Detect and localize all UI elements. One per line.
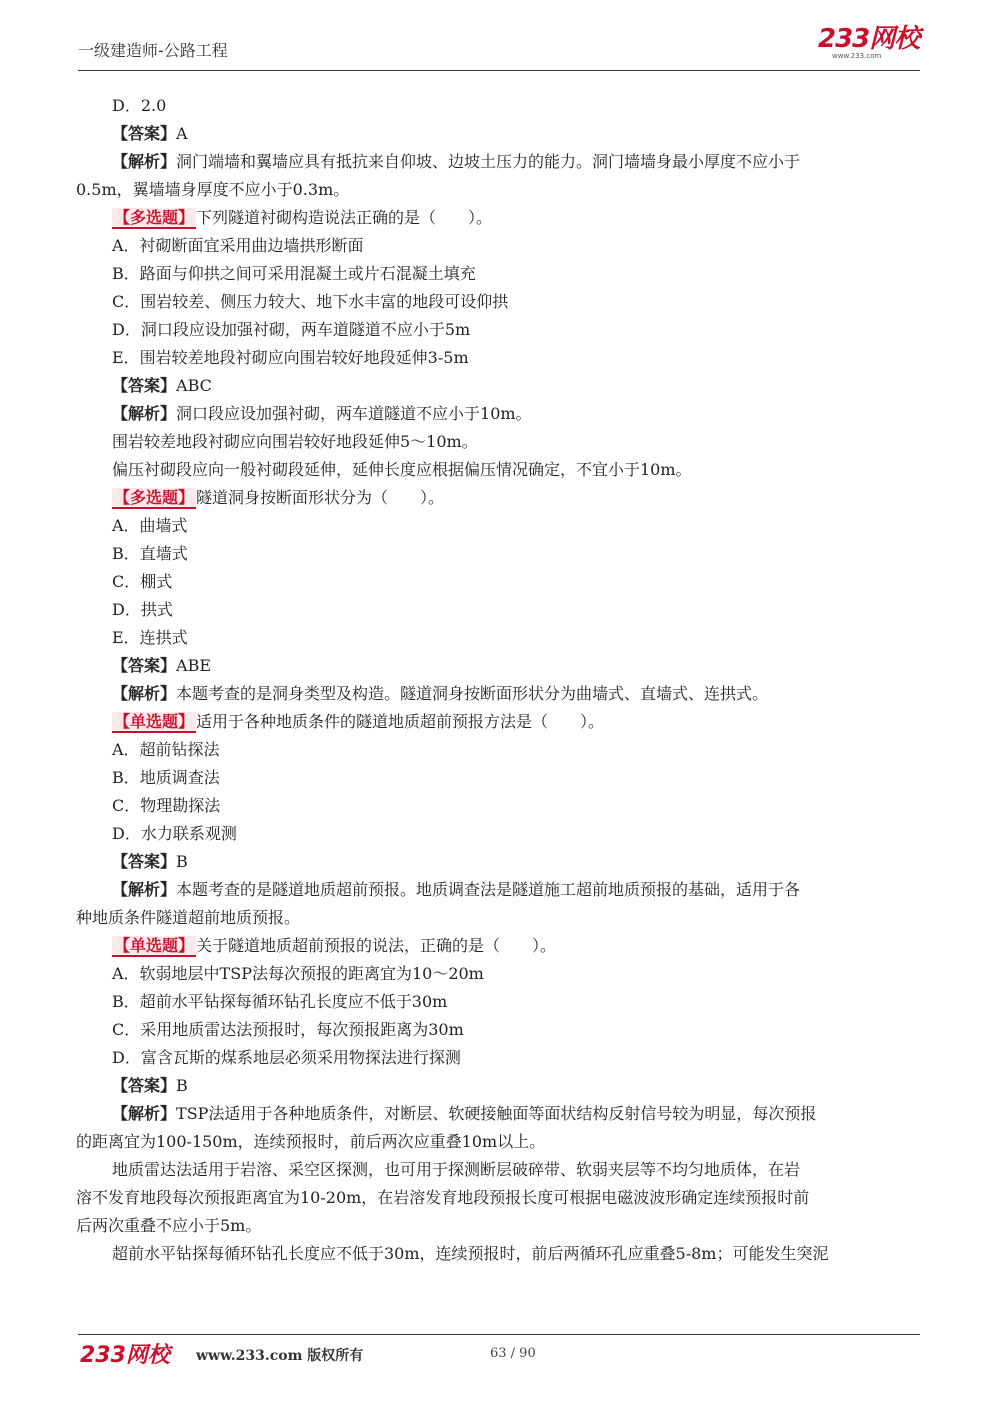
text-line xyxy=(76,904,926,932)
text-line xyxy=(76,876,926,904)
line-text: 洞口段应设加强衬砌，两车道隧道不应小于10m。 xyxy=(176,404,532,423)
line-text: B xyxy=(176,1076,188,1095)
text-line xyxy=(76,484,926,512)
line-label: 【答案】 xyxy=(112,376,177,395)
text-line xyxy=(76,764,926,792)
text-line xyxy=(76,680,926,708)
text-line xyxy=(76,1128,926,1156)
footer-logo: 233网校 xyxy=(80,1343,170,1368)
page-number: 63 / 90 xyxy=(490,1346,536,1361)
text-line xyxy=(76,624,926,652)
text-line xyxy=(76,792,926,820)
question-type-tag: 【多选题】 xyxy=(114,208,195,227)
text-line xyxy=(76,652,926,680)
line-text: A xyxy=(176,124,188,143)
text-line xyxy=(76,848,926,876)
line-text: 偏压衬砌段应向一般衬砌段延伸，延伸长度应根据偏压情况确定，不宜小于10m。 xyxy=(112,460,692,479)
text-line xyxy=(76,1184,926,1212)
line-text: 地质雷达法适用于岩溶、采空区探测，也可用于探测断层破碎带、软弱夹层等不均匀地质体，在岩 xyxy=(112,1160,801,1179)
text-line xyxy=(76,596,926,624)
line-text: A．衬砌断面宜采用曲边墙拱形断面 xyxy=(112,236,364,255)
line-text: B xyxy=(176,852,188,871)
text-line xyxy=(76,1240,926,1268)
line-text: ABC xyxy=(176,376,212,395)
line-text: D．水力联系观测 xyxy=(112,824,237,843)
line-label: 【答案】 xyxy=(112,124,177,143)
line-text: C．物理勘探法 xyxy=(112,796,221,815)
line-label: 【答案】 xyxy=(112,852,177,871)
text-line xyxy=(76,1156,926,1184)
footer-divider xyxy=(78,1334,920,1335)
page-content xyxy=(76,92,926,1268)
text-line xyxy=(76,400,926,428)
text-line xyxy=(76,820,926,848)
brand-logo xyxy=(818,26,928,66)
question-type-tag: 【单选题】 xyxy=(114,936,195,955)
line-text: B．路面与仰拱之间可采用混凝土或片石混凝土填充 xyxy=(112,264,476,283)
line-text: C．采用地质雷达法预报时，每次预报距离为30m xyxy=(112,1020,464,1039)
text-line xyxy=(76,1072,926,1100)
line-label: 【解析】 xyxy=(112,1104,177,1123)
line-label: 【解析】 xyxy=(112,404,177,423)
line-label: 【答案】 xyxy=(112,1076,177,1095)
text-line xyxy=(76,120,926,148)
text-line xyxy=(76,1044,926,1072)
line-label: 【答案】 xyxy=(112,656,177,675)
line-text: 围岩较差地段衬砌应向围岩较好地段延伸5～10m。 xyxy=(112,432,478,451)
line-text: A．超前钻探法 xyxy=(112,740,220,759)
text-line xyxy=(76,428,926,456)
text-line xyxy=(76,568,926,596)
text-line xyxy=(76,988,926,1016)
line-text: D．拱式 xyxy=(112,600,173,619)
line-label: 【解析】 xyxy=(112,684,177,703)
line-text: 后两次重叠不应小于5m。 xyxy=(76,1216,262,1235)
line-text: 种地质条件隧道超前地质预报。 xyxy=(76,908,301,927)
text-line xyxy=(76,1212,926,1240)
text-line xyxy=(76,148,926,176)
text-line xyxy=(76,540,926,568)
footer-copyright: www.233.com 版权所有 xyxy=(196,1348,364,1364)
text-line xyxy=(76,260,926,288)
line-text: 适用于各种地质条件的隧道地质超前预报方法是（ ）。 xyxy=(196,712,605,731)
line-text: C．棚式 xyxy=(112,572,173,591)
line-label: 【解析】 xyxy=(112,152,177,171)
line-text: D．富含瓦斯的煤系地层必须采用物探法进行探测 xyxy=(112,1048,461,1067)
line-text: 本题考查的是洞身类型及构造。隧道洞身按断面形状分为曲墙式、直墙式、连拱式。 xyxy=(176,684,769,703)
line-text: 的距离宜为100-150m，连续预报时，前后两次应重叠10m以上。 xyxy=(76,1132,546,1151)
line-text: ABE xyxy=(176,656,212,675)
line-text: 0.5m，翼墙墙身厚度不应小于0.3m。 xyxy=(76,180,350,199)
text-line xyxy=(76,932,926,960)
text-line xyxy=(76,960,926,988)
line-text: 隧道洞身按断面形状分为（ ）。 xyxy=(196,488,445,507)
line-text: 洞门端墙和翼墙应具有抵抗来自仰坡、边坡土压力的能力。洞门墙墙身最小厚度不应小于 xyxy=(176,152,801,171)
text-line xyxy=(76,232,926,260)
text-line xyxy=(76,344,926,372)
line-text: D．2.0 xyxy=(112,96,167,115)
line-text: E．连拱式 xyxy=(112,628,188,647)
text-line xyxy=(76,736,926,764)
text-line xyxy=(76,372,926,400)
line-text: TSP法适用于各种地质条件，对断层、软硬接触面等面状结构反射信号较为明显，每次预报 xyxy=(176,1104,817,1123)
line-text: C．围岩较差、侧压力较大、地下水丰富的地段可设仰拱 xyxy=(112,292,509,311)
line-text: B．地质调查法 xyxy=(112,768,220,787)
line-text: 下列隧道衬砌构造说法正确的是（ ）。 xyxy=(196,208,493,227)
header-title: 一级建造师-公路工程 xyxy=(78,41,228,60)
text-line xyxy=(76,176,926,204)
text-line xyxy=(76,92,926,120)
line-text: 本题考查的是隧道地质超前预报。地质调查法是隧道施工超前地质预报的基础，适用于各 xyxy=(176,880,801,899)
text-line xyxy=(76,1100,926,1128)
header-divider xyxy=(78,70,920,71)
text-line xyxy=(76,708,926,736)
line-text: 关于隧道地质超前预报的说法，正确的是（ ）。 xyxy=(196,936,557,955)
text-line xyxy=(76,204,926,232)
question-type-tag: 【单选题】 xyxy=(114,712,195,731)
text-line xyxy=(76,456,926,484)
brand-logo-text: 233网校 xyxy=(818,24,920,54)
line-label: 【解析】 xyxy=(112,880,177,899)
text-line xyxy=(76,316,926,344)
line-text: A．软弱地层中TSP法每次预报的距离宜为10～20m xyxy=(112,964,484,983)
line-text: 超前水平钻探每循环钻孔长度应不低于30m，连续预报时，前后两循环孔应重叠5-8m；可能发生突泥 xyxy=(112,1244,829,1263)
text-line xyxy=(76,288,926,316)
line-text: E．围岩较差地段衬砌应向围岩较好地段延伸3-5m xyxy=(112,348,469,367)
line-text: B．超前水平钻探每循环钻孔长度应不低于30m xyxy=(112,992,448,1011)
line-text: 溶不发育地段每次预报距离宜为10-20m，在岩溶发育地段预报长度可根据电磁波波形确定连续预报时前 xyxy=(76,1188,810,1207)
line-text: D．洞口段应设加强衬砌，两车道隧道不应小于5m xyxy=(112,320,471,339)
line-text: A．曲墙式 xyxy=(112,516,188,535)
text-line xyxy=(76,512,926,540)
question-type-tag: 【多选题】 xyxy=(114,488,195,507)
text-line xyxy=(76,1016,926,1044)
line-text: B．直墙式 xyxy=(112,544,188,563)
brand-logo-url: www.233.com xyxy=(832,52,882,60)
